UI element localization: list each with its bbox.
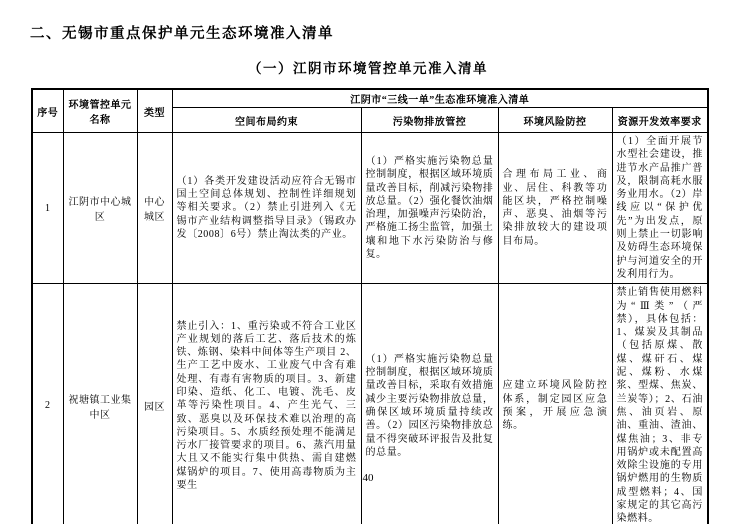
row2-type: 园区	[137, 284, 172, 524]
row2-no: 2	[32, 284, 63, 524]
header-spatial-layout: 空间布局约束	[172, 108, 361, 133]
row1-pollutant-control: （1）严格实施污染物总量控制制度，根据区域环境质量改善目标，削减污染物排放总量。（2）强化餐饮油烟治理，加强噪声污染防治，严格施工扬尘监管，加强土壤和地下水污染防治与修复。	[361, 133, 498, 284]
row1-unit-name: 江阴市中心城区	[63, 133, 137, 284]
header-unit-name: 环境管控单元名称	[63, 89, 137, 133]
row1-risk-control: 合理布局工业、商业、居住、科教等功能区块，严格控制噪声、恶臭、油烟等污染排放较大的建设项目布局。	[498, 133, 612, 284]
page-title: 二、无锡市重点保护单元生态环境准入清单	[30, 26, 334, 42]
table-row	[32, 133, 708, 284]
row2-resource-efficiency: 禁止销售使用燃料为“Ⅲ类”（严禁），具体包括：1、煤炭及其制品（包括原煤、散煤、煤矸石、煤泥、煤粉、水煤浆、型煤、焦炭、兰炭等）；2、石油焦、油页岩、原油、重油、渣油、煤焦油；3、非专用锅炉或未配置高效除尘设施的专用锅炉燃用的生物质成型燃料；4、国家规定的其它高污染燃料。	[612, 284, 708, 524]
header-span-title: 江阴市“三线一单”生态准环境准入清单	[172, 89, 708, 108]
row1-spatial-layout: （1）各类开发建设活动应符合无锡市国土空间总体规划、控制性详细规划等相关要求。（2）禁止引进列入《无锡市产业结构调整指导目录》（锡政办发〔2008〕6号）禁止淘汰类的产业。	[172, 133, 361, 284]
row2-risk-control: 应建立环境风险防控体系，制定园区应急预案，开展应急演练。	[498, 284, 612, 524]
header-no: 序号	[32, 89, 63, 133]
header-type: 类型	[137, 89, 172, 133]
access-list-table	[31, 88, 709, 524]
table-row	[32, 284, 708, 524]
section-subtitle: （一）江阴市环境管控单元准入清单	[248, 61, 488, 76]
row1-type: 中心城区	[137, 133, 172, 284]
page-number: 40	[362, 472, 374, 484]
header-pollutant-control: 污染物排放管控	[361, 108, 498, 133]
row2-spatial-layout: 禁止引入：1、重污染或不符合工业区产业规划的落后工艺、落后技术的炼铁、炼钢、染料中间体等生产项目 2、生产工艺中废水、工业废气中含有难处理、有毒有害物质的项目。3、新建印染、造纸、化工、电镀、洗毛、皮革等污染性项目。4、产生光气、三致、恶臭以及环保技术难以治理的高污染项目。5、水质经预处理不能满足污水厂接管要求的项目。6、蒸汽用量大且又不能实行集中供热、需自建燃煤锅炉的项目。7、使用高毒物质为主要生	[172, 284, 361, 524]
row2-unit-name: 祝塘镇工业集中区	[63, 284, 137, 524]
header-resource-efficiency: 资源开发效率要求	[612, 108, 708, 133]
row1-no: 1	[32, 133, 63, 284]
row2-pollutant-control: （1）严格实施污染物总量控制制度，根据区域环境质量改善目标，采取有效措施减少主要污染物排放总量，确保区域环境质量持续改善。（2）园区污染物排放总量不得突破环评报告及批复的总量。	[361, 284, 498, 524]
row1-resource-efficiency: （1）全面开展节水型社会建设，推进节水产品推广普及，限制高耗水服务业用水。（2）岸线应以“保护优先”为出发点，原则上禁止一切影响及妨碍生态环境保护与河道安全的开发利用行为。	[612, 133, 708, 284]
header-risk-control: 环境风险防控	[498, 108, 612, 133]
